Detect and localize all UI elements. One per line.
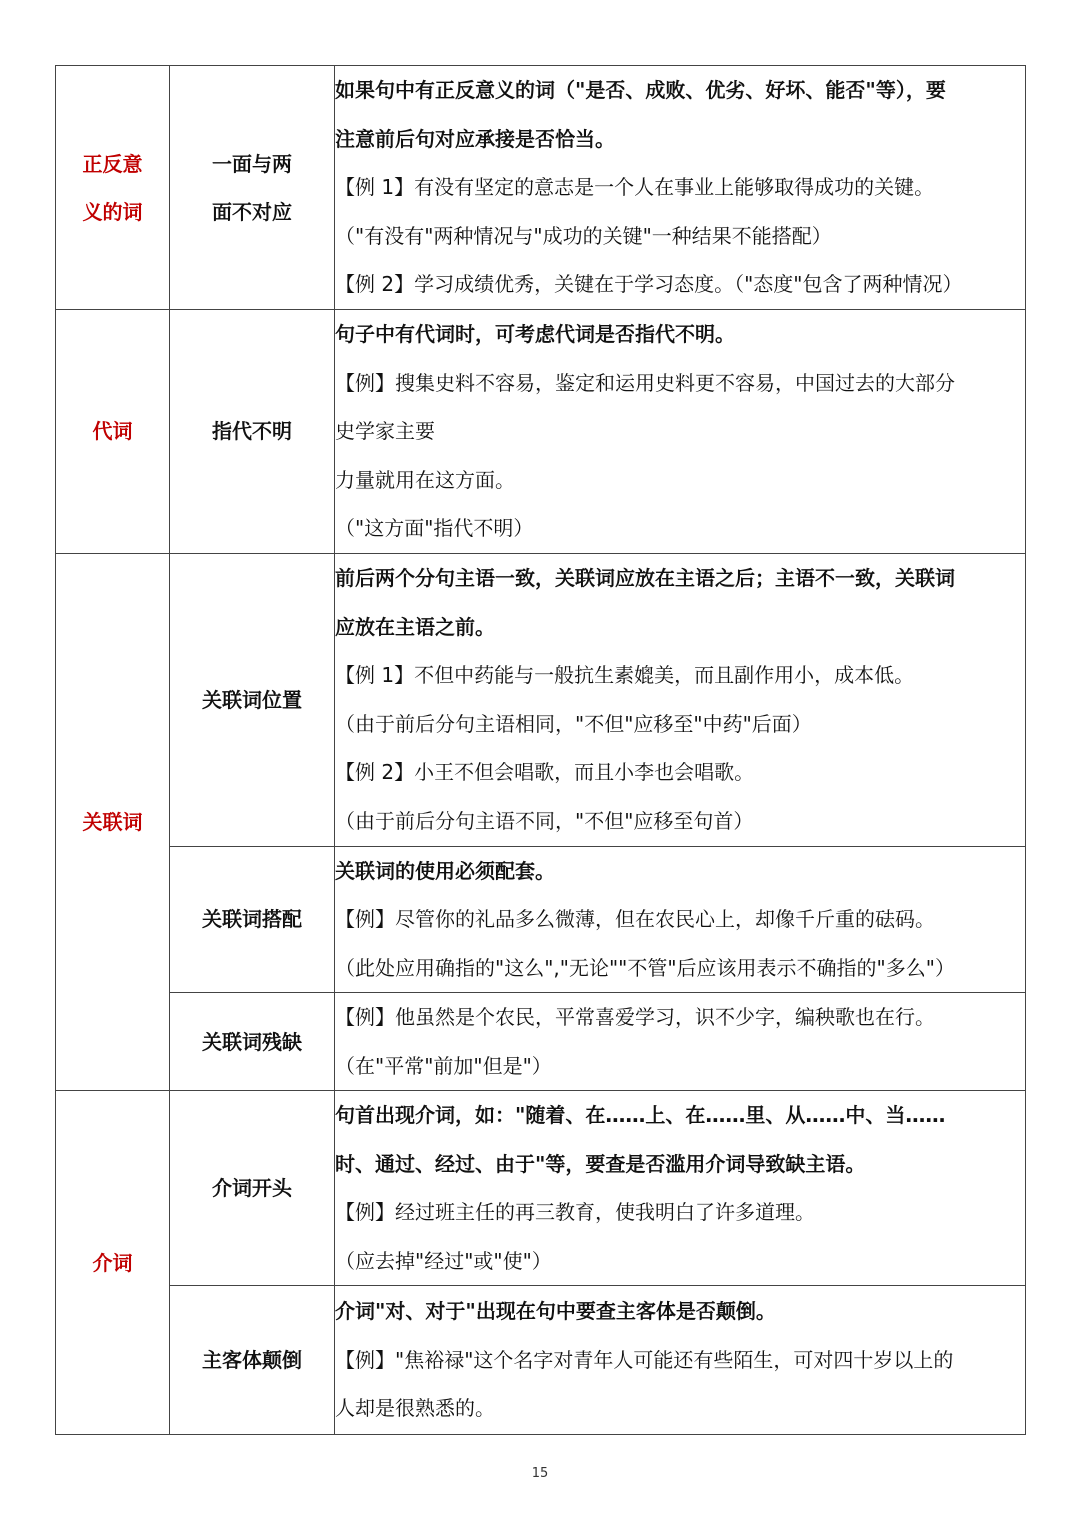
subtype-cell: [170, 1286, 335, 1435]
category-cell: [56, 310, 170, 554]
example-text: 【例】他虽然是个农民，平常喜爱学习，识不少字，编秧歌也在行。: [335, 1005, 935, 1029]
example-text: 【例】经过班主任的再三教育，使我明白了许多道理。: [335, 1200, 815, 1224]
subtype-cell: [170, 66, 335, 310]
category-cell: [56, 553, 170, 1091]
table-row: [56, 553, 1026, 846]
category-label: 正反意: [82, 151, 143, 176]
example-note: （在"平常"前加"但是"）: [335, 1053, 552, 1078]
table-row: [56, 846, 1026, 993]
example-text: 【例】搜集史料不容易，鉴定和运用史料更不容易，中国过去的大部分: [335, 370, 955, 395]
subtype-cell: [170, 846, 335, 993]
example-text: 【例 1】不但中药能与一般抗生素媲美，而且副作用小，成本低。: [335, 663, 915, 687]
example-note: （"有没有"两种情况与"成功的关键"一种结果不能搭配）: [335, 223, 832, 248]
subtype-cell: [170, 310, 335, 554]
example-note: （此处应用确指的"这么","无论""不管"后应该用表示不确指的"多么"）: [335, 955, 955, 980]
rule-text: 应放在主语之前。: [335, 614, 495, 639]
subtype-label: 关联词残缺: [202, 1029, 302, 1054]
table-row: [56, 310, 1026, 554]
example-text: 人却是很熟悉的。: [335, 1396, 495, 1421]
table-row: [56, 1286, 1026, 1435]
category-cell: [56, 66, 170, 310]
description-cell: [335, 310, 1026, 554]
subtype-label: 面不对应: [212, 199, 292, 224]
example-text: 【例 2】小王不但会唱歌，而且小李也会唱歌。: [335, 760, 755, 784]
category-cell: [56, 1091, 170, 1435]
table-row: [56, 66, 1026, 310]
page-number: 15: [531, 1466, 549, 1481]
example-text: 力量就用在这方面。: [335, 467, 515, 492]
description-cell: [335, 993, 1026, 1091]
rule-text: 注意前后句对应承接是否恰当。: [335, 126, 615, 151]
example-note: （由于前后分句主语不同，"不但"应移至句首）: [335, 808, 754, 833]
subtype-label: 主客体颠倒: [202, 1348, 302, 1372]
category-label: 义的词: [82, 199, 143, 224]
subtype-cell: [170, 1091, 335, 1286]
example-text: 【例 1】有没有坚定的意志是一个人在事业上能够取得成功的关键。: [335, 175, 935, 200]
table-row: [56, 1091, 1026, 1286]
subtype-label: 关联词位置: [202, 687, 302, 712]
example-text: 【例】尽管你的礼品多么微薄，但在农民心上，却像千斤重的砝码。: [335, 907, 935, 931]
subtype-cell: [170, 993, 335, 1091]
subtype-label: 关联词搭配: [202, 907, 302, 932]
rule-text: 前后两个分句主语一致，关联词应放在主语之后；主语不一致，关联词: [335, 566, 955, 590]
category-label: 代词: [92, 419, 133, 444]
description-cell: [335, 1286, 1026, 1435]
description-cell: [335, 66, 1026, 310]
example-text: 【例】"焦裕禄"这个名字对青年人可能还有些陌生，可对四十岁以上的: [335, 1347, 954, 1372]
category-label: 介词: [92, 1250, 133, 1275]
description-cell: [335, 553, 1026, 846]
rule-text: 句首出现介词，如："随着、在……上、在……里、从……中、当……: [335, 1103, 946, 1127]
example-text: 史学家主要: [335, 419, 435, 443]
subtype-label: 一面与两: [212, 151, 292, 176]
subtype-label: 指代不明: [212, 419, 292, 444]
example-note: （"这方面"指代不明）: [335, 516, 534, 540]
example-note: （应去掉"经过"或"使"）: [335, 1248, 552, 1273]
subtype-label: 介词开头: [212, 1176, 292, 1200]
rule-text: 如果句中有正反意义的词（"是否、成败、优劣、好坏、能否"等），要: [335, 78, 946, 103]
rule-text: 关联词的使用必须配套。: [335, 858, 555, 883]
subtype-cell: [170, 553, 335, 846]
example-text: 【例 2】学习成绩优秀，关键在于学习态度。（"态度"包含了两种情况）: [335, 272, 963, 297]
example-note: （由于前后分句主语相同，"不但"应移至"中药"后面）: [335, 711, 812, 736]
description-cell: [335, 1091, 1026, 1286]
table-row: [56, 993, 1026, 1091]
rule-text: 时、通过、经过、由于"等，要查是否滥用介词导致缺主语。: [335, 1151, 866, 1176]
rule-text: 句子中有代词时，可考虑代词是否指代不明。: [335, 322, 735, 346]
category-label: 关联词: [82, 809, 143, 834]
grammar-table: [55, 65, 1026, 1435]
rule-text: 介词"对、对于"出现在句中要查主客体是否颠倒。: [335, 1299, 776, 1324]
description-cell: [335, 846, 1026, 993]
